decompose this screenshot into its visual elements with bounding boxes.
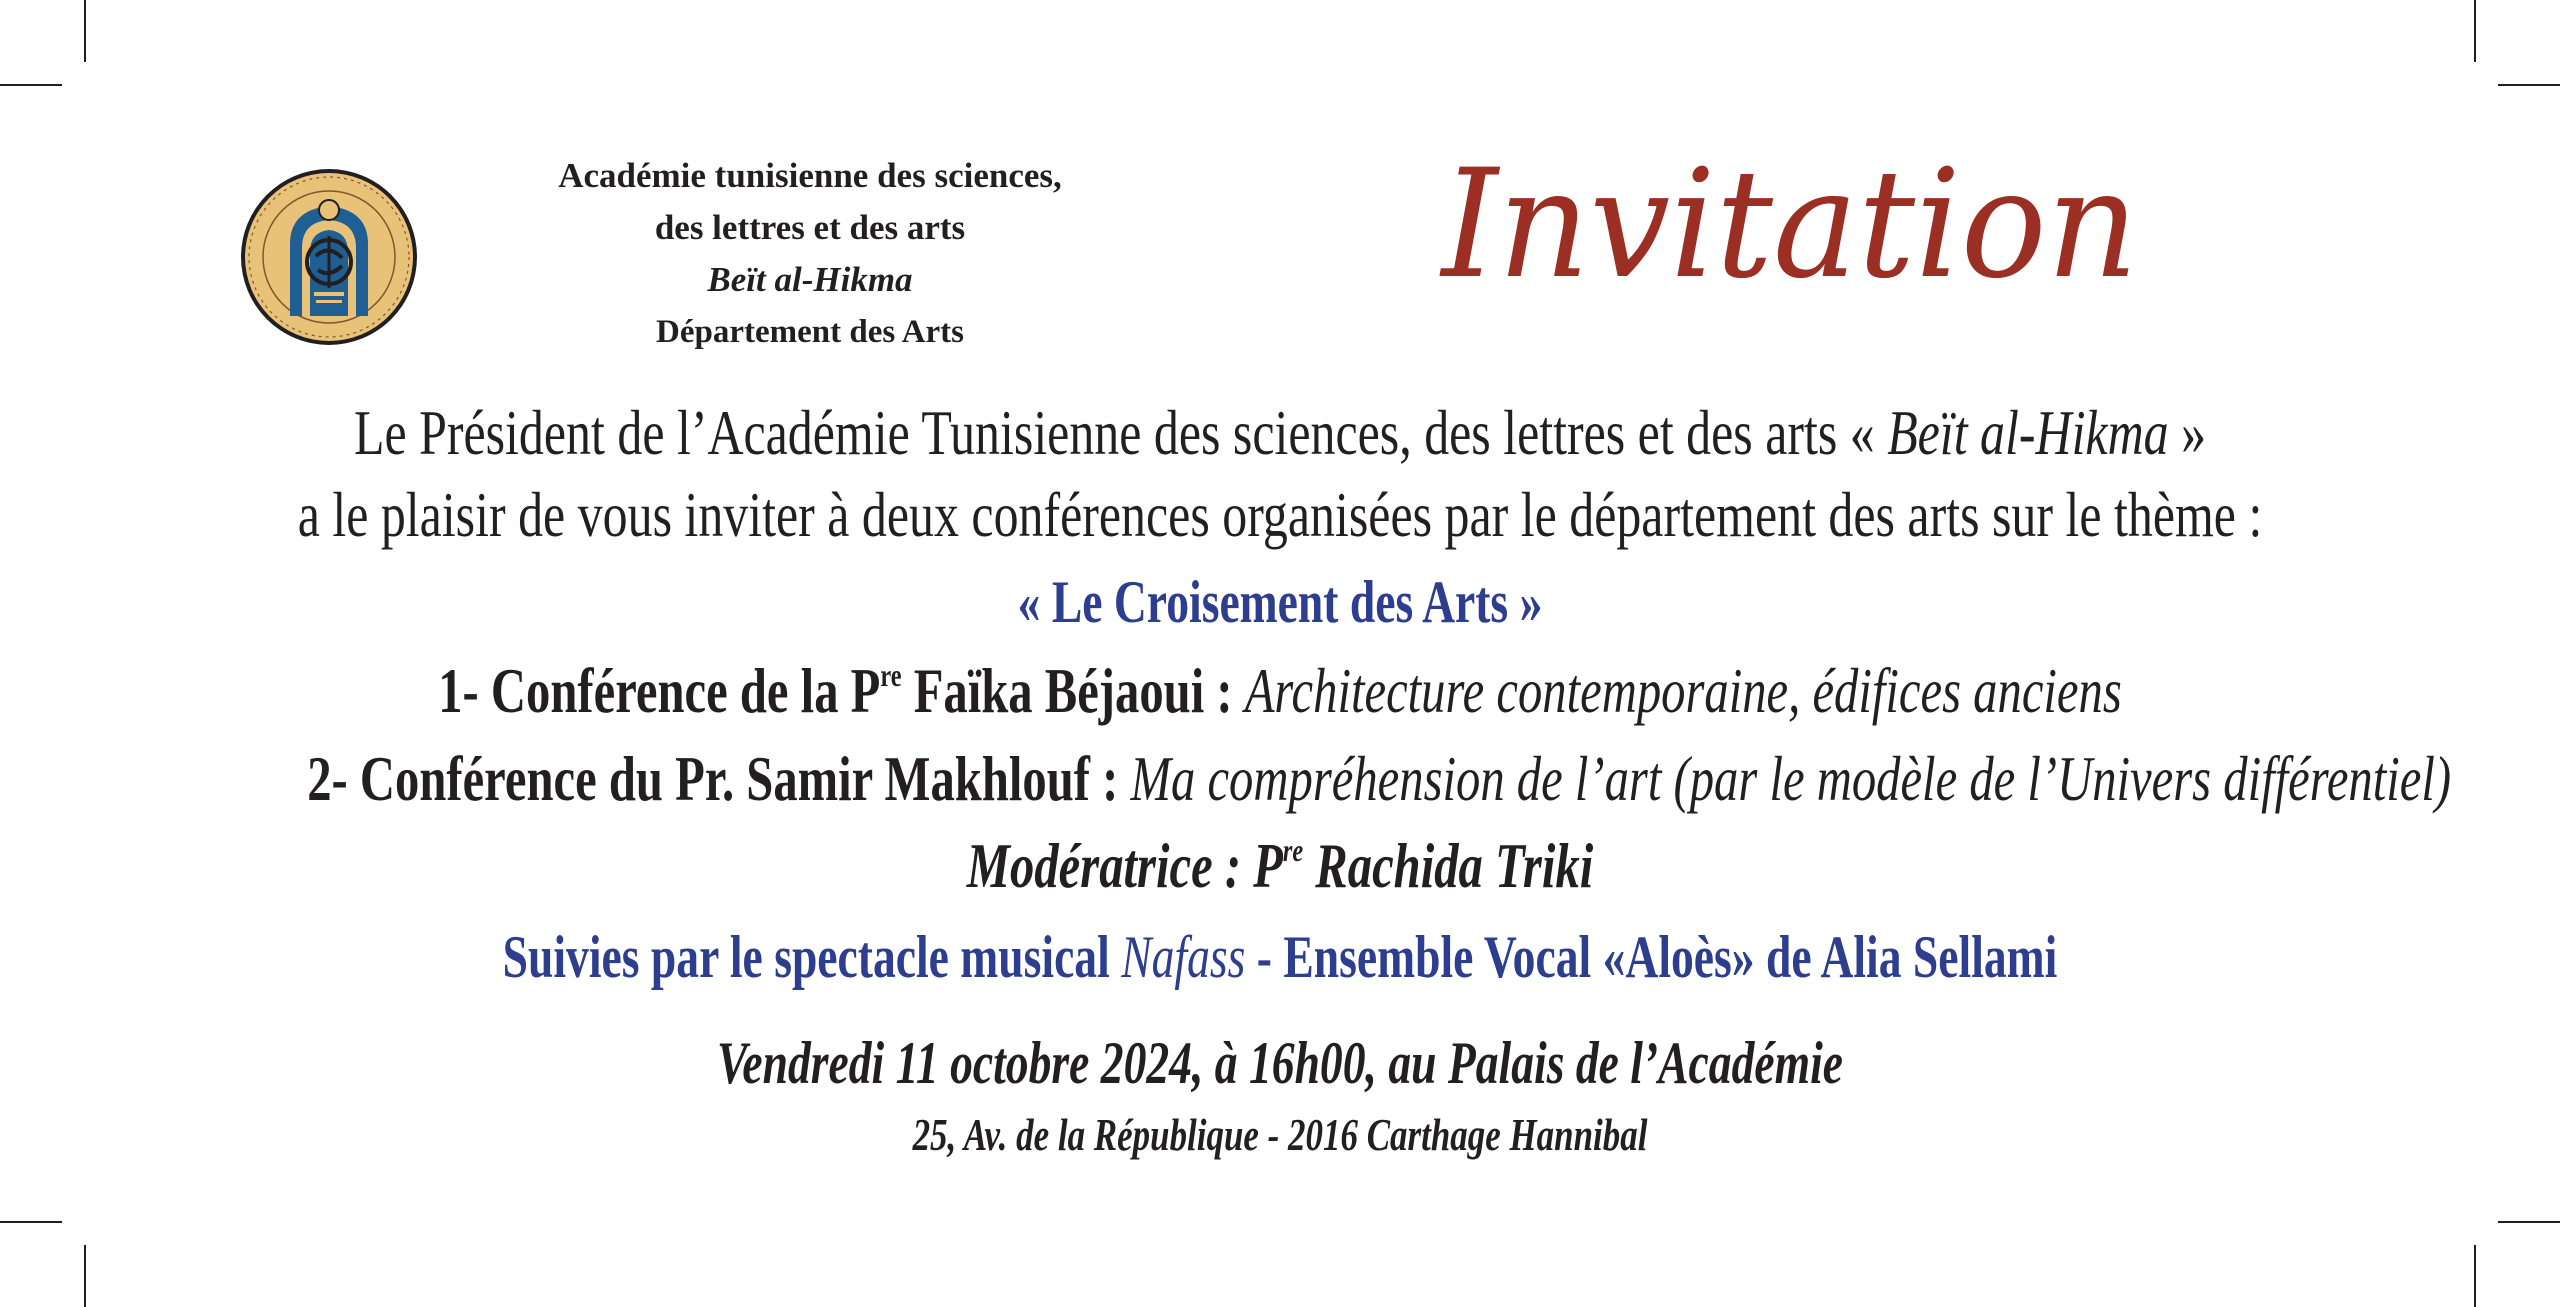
moderator bbox=[307, 827, 2253, 905]
intro-line-1-close: » bbox=[2168, 397, 2207, 468]
conference-2 bbox=[307, 740, 2452, 818]
academy-name-line-2: des lettres et des arts bbox=[654, 208, 966, 247]
moderator-title-sup: re bbox=[1282, 832, 1304, 868]
crop-mark-bottom-right-horizontal bbox=[2498, 1221, 2560, 1223]
crop-mark-top-right-horizontal bbox=[2498, 84, 2560, 86]
conference-1-prefix: 1- Conférence de la P bbox=[438, 655, 881, 726]
intro-line-1-text: Le Président de l’Académie Tunisienne des sciences, des lettres et des arts « bbox=[353, 397, 1888, 468]
moderator-prefix: Modératrice : P bbox=[966, 830, 1283, 901]
conference-1-title-sup: re bbox=[880, 657, 902, 693]
musical-show-intro: Suivies par le spectacle musical bbox=[502, 924, 1122, 990]
crop-mark-bottom-right-vertical bbox=[2474, 1245, 2476, 1307]
intro-line-1-italic: Beït al-Hikma bbox=[1887, 397, 2169, 468]
crop-mark-top-left-horizontal bbox=[0, 84, 62, 86]
musical-show-ensemble: - Ensemble Vocal «Aloès» de Alia Sellami bbox=[1245, 924, 2058, 990]
event-address: 25, Av. de la République - 2016 Carthage Hannibal bbox=[912, 1109, 1648, 1160]
invitation-title: Invitation bbox=[1441, 138, 2139, 312]
conference-1-title: Architecture contemporaine, édifices anciens bbox=[1244, 655, 2122, 726]
conference-2-prefix: 2- Conférence du Pr. Samir Makhlouf : bbox=[307, 743, 1131, 814]
intro-line-1 bbox=[282, 395, 2279, 471]
department-name: Département des Arts bbox=[656, 314, 964, 350]
crop-mark-top-left-vertical bbox=[84, 0, 86, 62]
academy-header bbox=[460, 150, 1160, 358]
academy-name-line-1: Académie tunisienne des sciences, bbox=[558, 156, 1062, 195]
theme-title: « Le Croisement des Arts » bbox=[1017, 569, 1543, 635]
crop-mark-bottom-left-vertical bbox=[84, 1245, 86, 1307]
conference-2-title: Ma compréhension de l’art (par le modèle de l’Univers différentiel) bbox=[1130, 743, 2452, 814]
crop-mark-top-right-vertical bbox=[2474, 0, 2476, 62]
moderator-name: Rachida Triki bbox=[1303, 830, 1594, 901]
event-date: Vendredi 11 octobre 2024, à 16h00, au Palais de l’Académie bbox=[716, 1030, 1844, 1096]
intro-line-2: a le plaisir de vous inviter à deux conférences organisées par le département des arts sur le thème : bbox=[297, 479, 2263, 550]
musical-show bbox=[307, 920, 2253, 994]
academy-seal-logo bbox=[238, 166, 420, 348]
conference-1-speaker: Faïka Béjaoui : bbox=[901, 655, 1245, 726]
crop-mark-bottom-left-horizontal bbox=[0, 1221, 62, 1223]
academy-arabic-name: Beït al-Hikma bbox=[707, 260, 913, 299]
musical-show-title: Nafass bbox=[1121, 924, 1246, 990]
conference-1 bbox=[307, 652, 2253, 730]
